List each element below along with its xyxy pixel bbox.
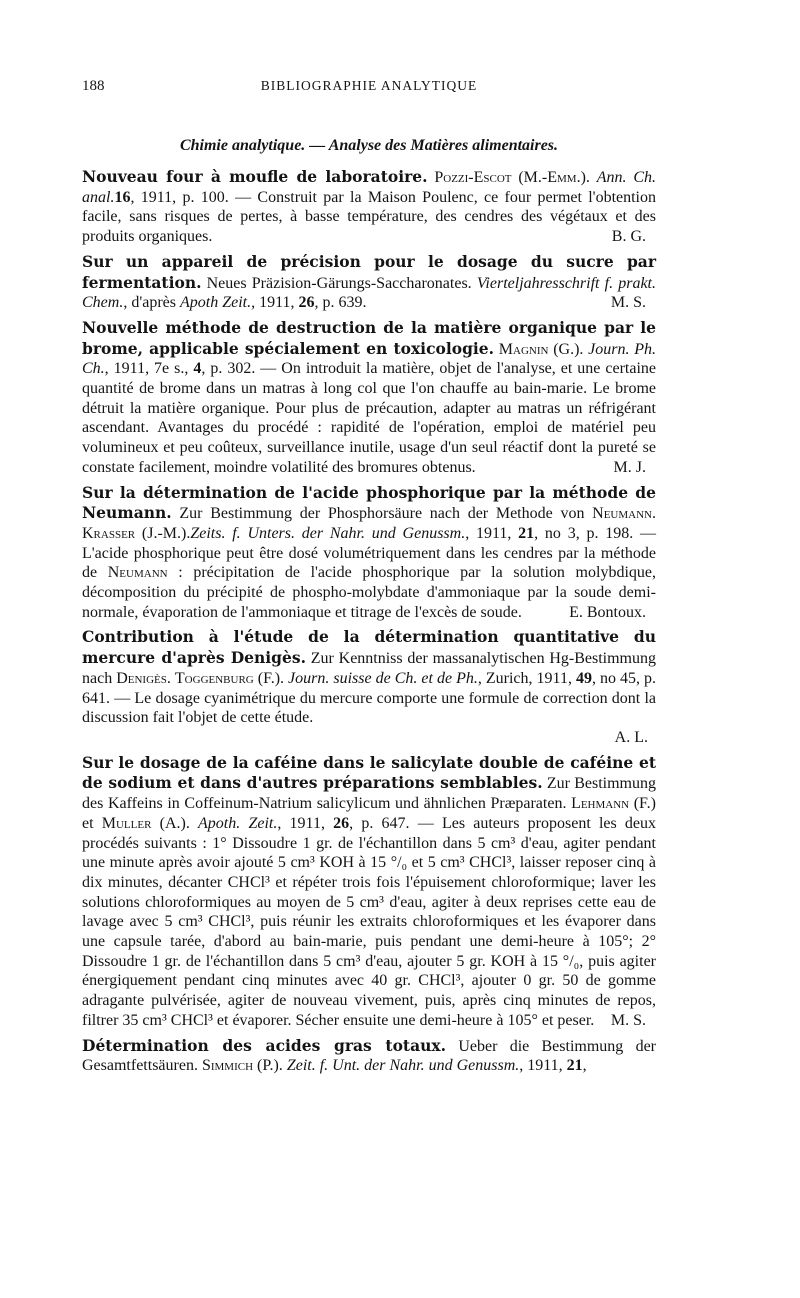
entry-journal: Vierteljahresschrift f. prakt. Chem. xyxy=(82,274,657,312)
bibliography-entry xyxy=(82,483,656,623)
bibliography-entry xyxy=(82,167,656,247)
entry-signature: A. L. xyxy=(614,728,648,746)
running-title: BIBLIOGRAPHIE ANALYTIQUE xyxy=(260,78,478,93)
entry-citation: , p. 639. xyxy=(314,294,367,312)
entry-abstract: — Le dosage cyanimétrique du mercure comporte une formule de correction dont la discussion fait l'objet de cette étude. xyxy=(82,689,656,727)
entry-german-title: Zur Bestimmung der Phosphorsäure nach der Methode von xyxy=(171,505,593,523)
entry-year: , 1911, xyxy=(277,814,334,832)
entry-citation: , p. 302. xyxy=(201,360,256,378)
bibliography-entry xyxy=(82,627,656,747)
page-number: 188 xyxy=(82,78,105,94)
entry-volume: 21 xyxy=(566,1057,583,1075)
entry-signature: M. S. xyxy=(610,1011,646,1029)
entry-author: Magnin (G.). xyxy=(498,340,584,358)
entry-german-name: Denigès. xyxy=(116,669,171,687)
entry-title: Contribution à l'étude de la détermination quantitative du mercure d'après Denigès. xyxy=(82,627,656,668)
entry-german-name: Neumann. xyxy=(592,505,656,523)
entry-abstract: — Les auteurs proposent les deux procédés suivants : 1° Dissoudre 1 gr. de l'échantillon dans 5 cm³ d'eau, agiter pendant une minute après avoir ajouté 5 cm³ KOH à 15 °/₀ et 5 cm³ CHCl³, laisser reposer cinq à dix minutes, décanter CHCl³ et répéter trois fois l'épuisement chloroformique; laver les solutions chloroformiques au moyen de 5 cm³ d'eau, agiter à deux reprises cette eau de lavage avec 5 cm³ CHCl³, puis réunir les extraits chloroformiques et les évaporer dans une capsule tarée, d'abord au bain-marie, puis pendant une demi-heure à 105°; 2° Dissoudre 1 gr. de l'échantillon dans 5 cm³ d'eau, ajouter 5 gr. KOH à 15 °/₀, puis agiter énergiquement pendant cinq minutes avec 40 gr. CHCl³, ajouter 0 gr. 50 de gomme adragante pulvérisée, agiter de nouveau vivement, puis, après cinq minutes de repos, filtrer 35 cm³ CHCl³ et évaporer. Sécher ensuite une demi-heure à 105° et peser. xyxy=(82,814,657,1029)
entry-german-title: Zur Kenntniss der massanalytischen Hg-Bestimmung nach xyxy=(82,650,656,687)
bibliography-entry xyxy=(82,252,656,313)
entry-volume: 26 xyxy=(298,294,315,312)
entry-author: Muller (A.). xyxy=(101,814,190,832)
entry-volume: 4 xyxy=(193,360,202,378)
entry-title: Sur la détermination de l'acide phosphorique par la méthode de Neumann. xyxy=(82,482,656,523)
entry-title: Sur le dosage de la caféine dans le salicylate double de caféine et de sodium et dans d'autres préparations semblables. xyxy=(82,752,656,793)
entry-volume: 26 xyxy=(333,814,350,832)
entry-german-title: Ueber die Bestimmung der Gesamtfettsäuren. xyxy=(82,1037,656,1075)
entry-citation: , p. 647. xyxy=(349,814,410,832)
entry-author: Lehmann (F.) xyxy=(571,795,656,813)
bibliography-entry xyxy=(82,753,656,1031)
entry-journal: Ann. Ch. anal. xyxy=(82,169,657,206)
entry-journal: Journ. suisse de Ch. et de Ph. xyxy=(288,669,478,687)
entry-abstract: — L'acide phosphorique peut être dosé volumétriquement dans les cendres par la méthode de xyxy=(82,524,657,582)
entry-volume: 49 xyxy=(575,669,592,687)
entry-source: Apoth Zeit. xyxy=(179,294,252,312)
entry-signature: M. J. xyxy=(613,458,646,476)
bibliography-entry xyxy=(82,318,656,478)
entry-signature: M. S. xyxy=(610,294,646,312)
entry-year: , 1911, xyxy=(519,1057,567,1075)
entry-journal: Apoth. Zeit. xyxy=(198,814,278,832)
entry-journal: Journ. Ph. Ch. xyxy=(82,340,656,378)
entry-volume: 21 xyxy=(518,524,535,542)
entry-german-title: Zur Bestimmung des Kaffeins in Coffeinum-Natrium salicylicum und ähnlichen Præparaten. xyxy=(82,775,656,813)
entry-volume: 16 xyxy=(114,188,131,206)
entry-citation: , 1911, p. 100. xyxy=(130,188,229,206)
entry-journal: Zeits. f. Unters. der Nahr. und Genussm. xyxy=(190,524,466,542)
entry-german-title: Neues Präzision-Gärungs-Saccharonates. xyxy=(201,274,477,292)
entry-author: Pozzi-Escot (M.-Emm.). xyxy=(434,169,590,186)
section-heading: Chimie analytique. — Analyse des Matières alimentaires. xyxy=(179,137,559,154)
entry-citation: , no 3, p. 198. xyxy=(534,524,634,542)
entry-title: Détermination des acides gras totaux. xyxy=(82,1035,447,1055)
entry-title: Nouveau four à moufle de laboratoire. xyxy=(82,167,428,186)
running-head xyxy=(82,78,656,98)
entry-citation: , xyxy=(582,1057,587,1075)
entry-conjunction: et xyxy=(82,814,102,832)
entry-series: , 1911, 7e s., xyxy=(104,360,194,378)
entry-abstract-name: Neumann xyxy=(107,564,168,582)
entry-signature: E. Bontoux. xyxy=(569,603,646,621)
entry-signature: B. G. xyxy=(611,228,646,246)
entry-place-year: , Zurich, 1911, xyxy=(477,669,576,687)
entry-author: Toggenburg (F.). xyxy=(174,669,285,687)
entry-citation: , no 45, p. 641. xyxy=(82,669,657,707)
entry-author: Simmich (P.). xyxy=(201,1057,283,1075)
entry-year: , 1911, xyxy=(465,524,519,542)
entry-abstract: — Construit par la Maison Poulenc, ce four permet l'obtention facile, sans risques de pertes, à basse température, des cendres des végétaux et des produits organiques. xyxy=(82,188,657,246)
entry-abstract: — On introduit la matière, objet de l'analyse, et une certaine quantité de brome dans un matras à long col que l'on chauffe au bain-marie. Le brome détruit la matière organique. Pour plus de précaution, adapter au matras un réfrigérant ascendant. Avantages du procédé : rapidité de l'opération, emploi de matériel peu volumineux et peu coûteux, surveillance inutile, usage d'un seul réactif dont la pureté se constate facilement, moindre volatilité des bromures obtenus. xyxy=(82,360,656,476)
entry-journal: Zeit. f. Unt. der Nahr. und Genussm. xyxy=(286,1057,520,1075)
entry-author: Krasser (J.-M.). xyxy=(82,524,191,542)
entry-abstract-rest: : précipitation de l'acide phosphorique par la solution molybdique, décomposition du précipité de phospho-molybdate d'ammoniaque par la soude demi-normale, évaporation de l'ammoniaque et titrage de l'excès de soude. xyxy=(82,564,656,621)
bibliography-entry xyxy=(82,1036,656,1076)
entry-year: , 1911, xyxy=(251,294,299,312)
bibliography-entries xyxy=(82,167,656,1081)
entry-title: Nouvelle méthode de destruction de la matière organique par le brome, applicable spécialement en toxicologie. xyxy=(82,317,656,358)
entry-title: Sur un appareil de précision pour le dosage du sucre par fermentation. xyxy=(82,251,656,292)
entry-citation: , d'après xyxy=(123,294,180,312)
